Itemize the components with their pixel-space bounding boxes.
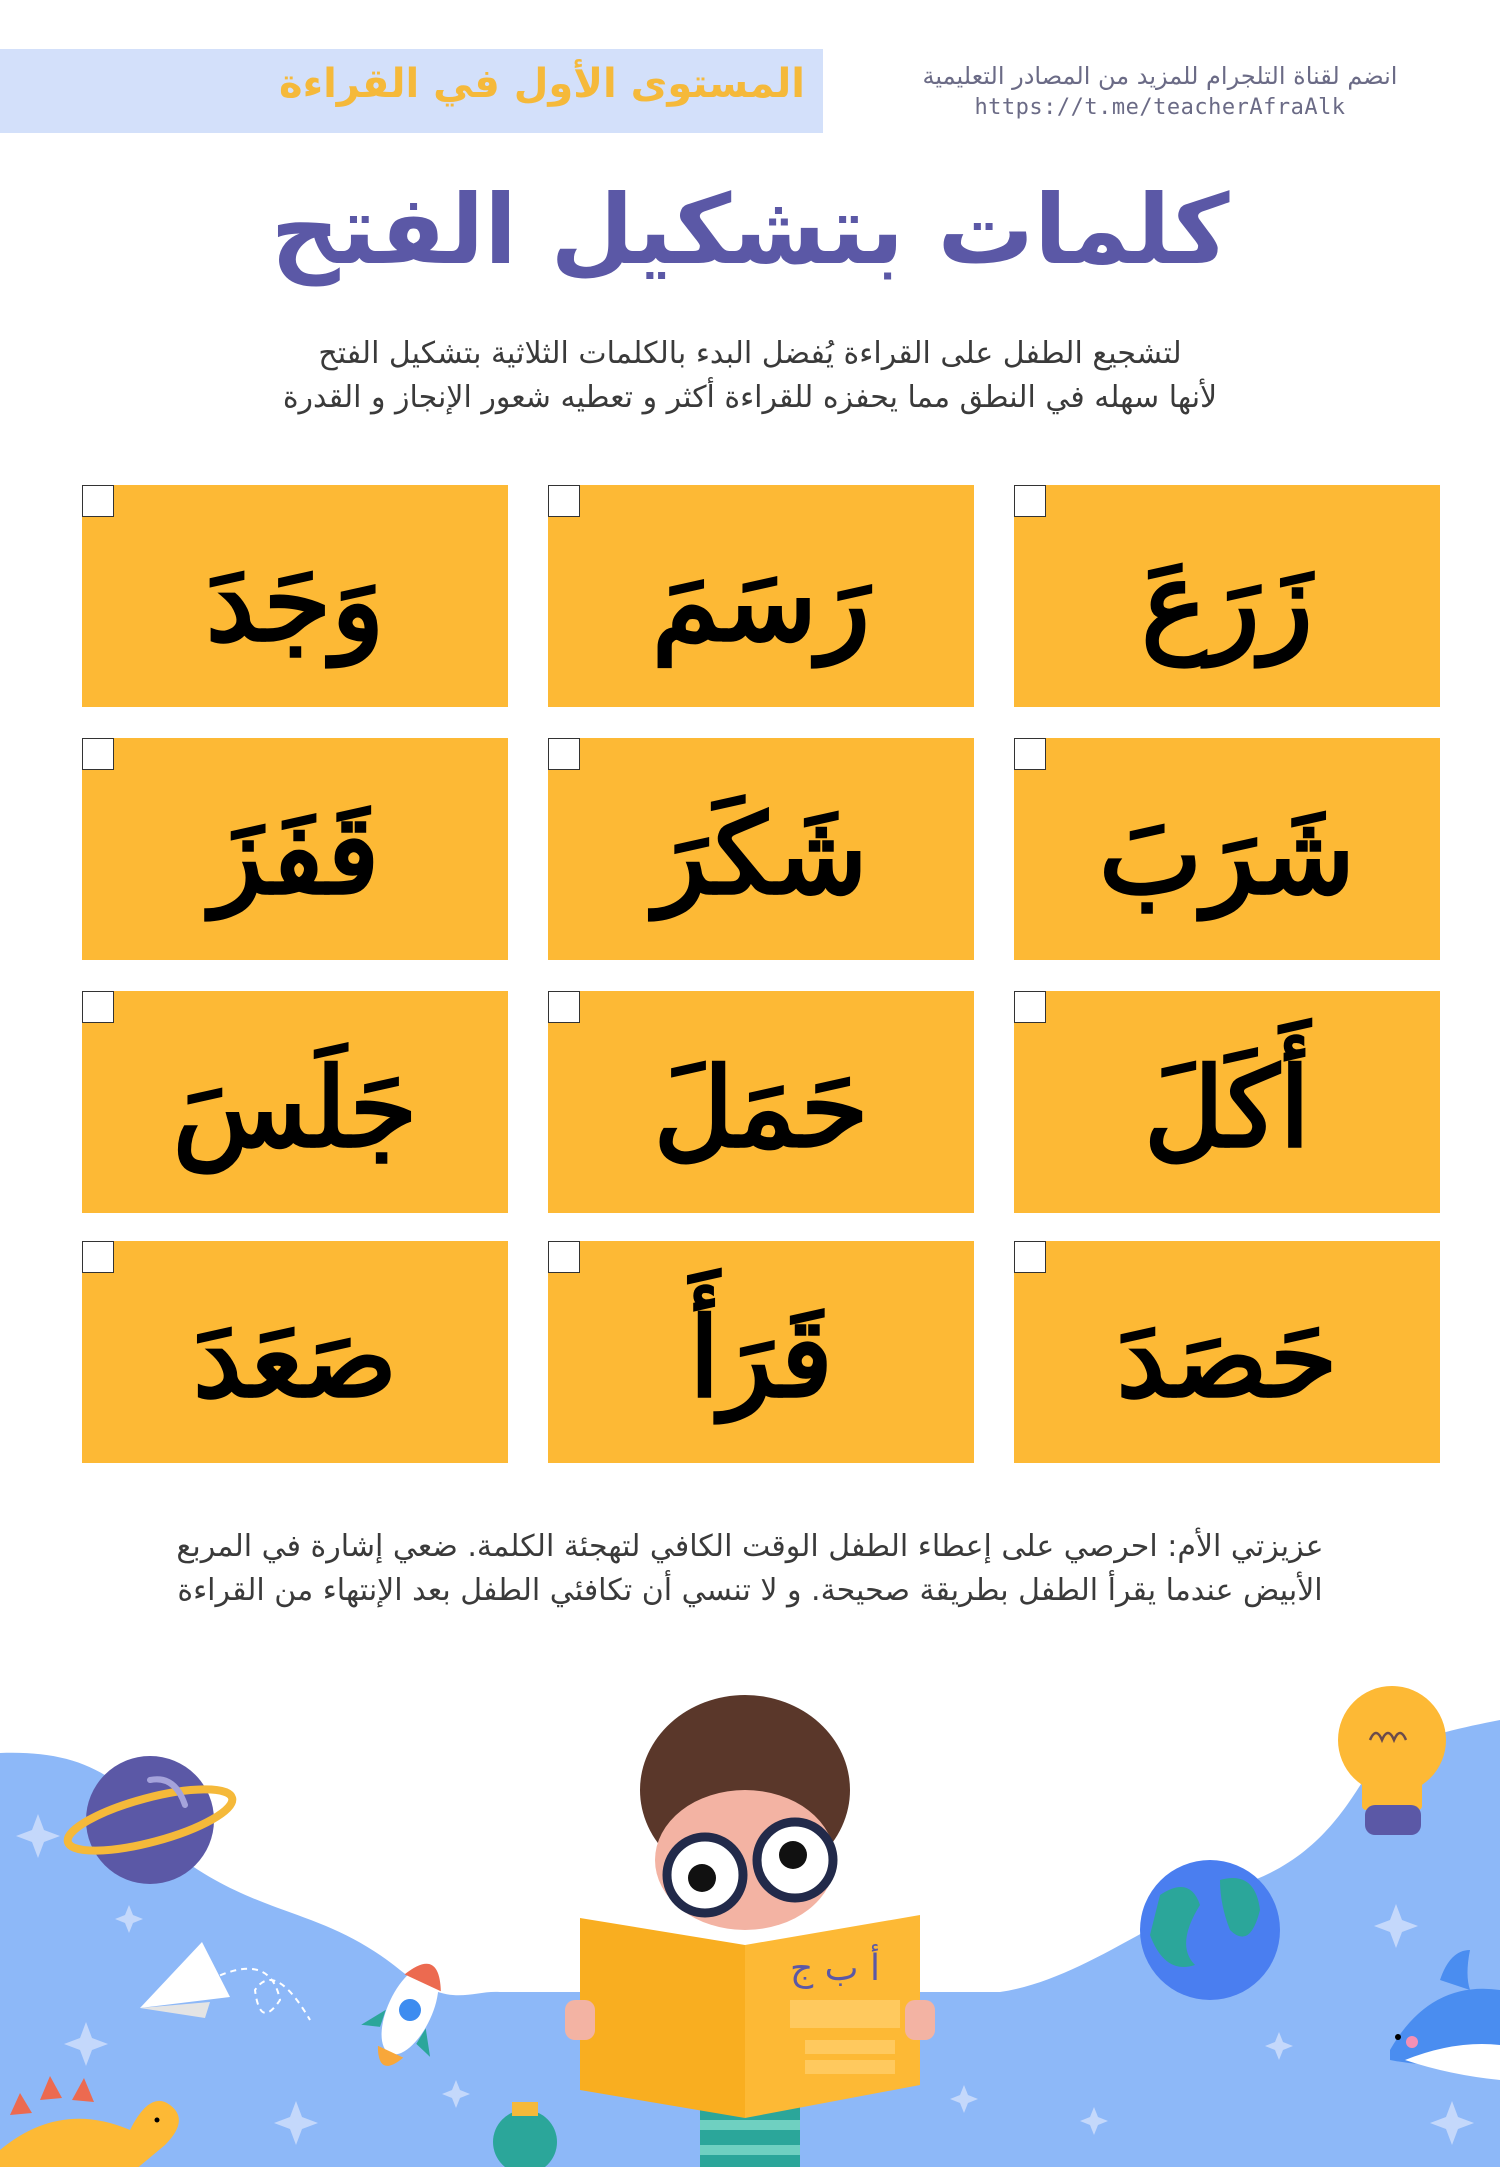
read-checkbox[interactable] xyxy=(82,991,114,1023)
wave-background xyxy=(0,1753,500,2167)
word-card xyxy=(82,991,508,1213)
word-text: شَكَرَ xyxy=(654,790,868,919)
telegram-link[interactable]: https://t.me/teacherAfraAlk xyxy=(974,95,1346,120)
word-card xyxy=(82,1241,508,1463)
word-text: زَرَعَ xyxy=(1141,537,1313,666)
word-card xyxy=(548,991,974,1213)
level-banner-text: المستوى الأول في القراءة xyxy=(279,61,805,107)
space-illustration xyxy=(0,1680,1500,2167)
telegram-invite-text: انضم لقناة التلجرام للمزيد من المصادر التعليمية xyxy=(922,62,1398,90)
word-card xyxy=(82,738,508,960)
read-checkbox[interactable] xyxy=(1014,991,1046,1023)
word-text: وَجَدَ xyxy=(205,537,385,666)
word-text: جَلَسَ xyxy=(172,1043,418,1172)
telegram-promo xyxy=(880,60,1440,124)
globe-icon xyxy=(1140,1860,1280,2000)
word-card xyxy=(1014,1241,1440,1463)
word-text: قَفَزَ xyxy=(210,790,380,919)
word-text: صَعَدَ xyxy=(192,1293,398,1422)
note-line-2: الأبيض عندما يقرأ الطفل بطريقة صحيحة. و لا تنسي أن تكافئي الطفل بعد الإنتهاء من القراءة xyxy=(177,1573,1323,1608)
word-card xyxy=(1014,738,1440,960)
level-banner xyxy=(0,49,823,133)
page-title: كلمات بتشكيل الفتح xyxy=(270,174,1230,286)
read-checkbox[interactable] xyxy=(548,738,580,770)
intro-paragraph xyxy=(150,332,1350,420)
read-checkbox[interactable] xyxy=(1014,1241,1046,1273)
word-text: حَصَدَ xyxy=(1116,1293,1338,1422)
word-text: رَسَمَ xyxy=(651,537,871,666)
word-text: أَكَلَ xyxy=(1143,1043,1311,1172)
note-line-1: عزيزتي الأم: احرصي على إعطاء الطفل الوقت الكافي لتهجئة الكلمة. ضعي إشارة في المربع xyxy=(176,1529,1324,1564)
word-card xyxy=(1014,991,1440,1213)
read-checkbox[interactable] xyxy=(82,738,114,770)
word-card xyxy=(548,485,974,707)
read-checkbox[interactable] xyxy=(548,991,580,1023)
word-card xyxy=(82,485,508,707)
word-text: حَمَلَ xyxy=(653,1043,869,1172)
word-text: شَرَبَ xyxy=(1098,790,1356,919)
read-checkbox[interactable] xyxy=(1014,485,1046,517)
intro-line-1: لتشجيع الطفل على القراءة يُفضل البدء بالكلمات الثلاثية بتشكيل الفتح xyxy=(318,336,1182,371)
word-card xyxy=(548,1241,974,1463)
word-card xyxy=(1014,485,1440,707)
read-checkbox[interactable] xyxy=(1014,738,1046,770)
read-checkbox[interactable] xyxy=(82,485,114,517)
read-checkbox[interactable] xyxy=(548,485,580,517)
word-text: قَرَأَ xyxy=(689,1293,833,1422)
word-card xyxy=(548,738,974,960)
parent-note xyxy=(60,1525,1440,1613)
read-checkbox[interactable] xyxy=(82,1241,114,1273)
intro-line-2: لأنها سهله في النطق مما يحفزه للقراءة أكثر و تعطيه شعور الإنجاز و القدرة xyxy=(282,380,1218,415)
book-letters: أ ب ج xyxy=(789,1948,880,1989)
read-checkbox[interactable] xyxy=(548,1241,580,1273)
